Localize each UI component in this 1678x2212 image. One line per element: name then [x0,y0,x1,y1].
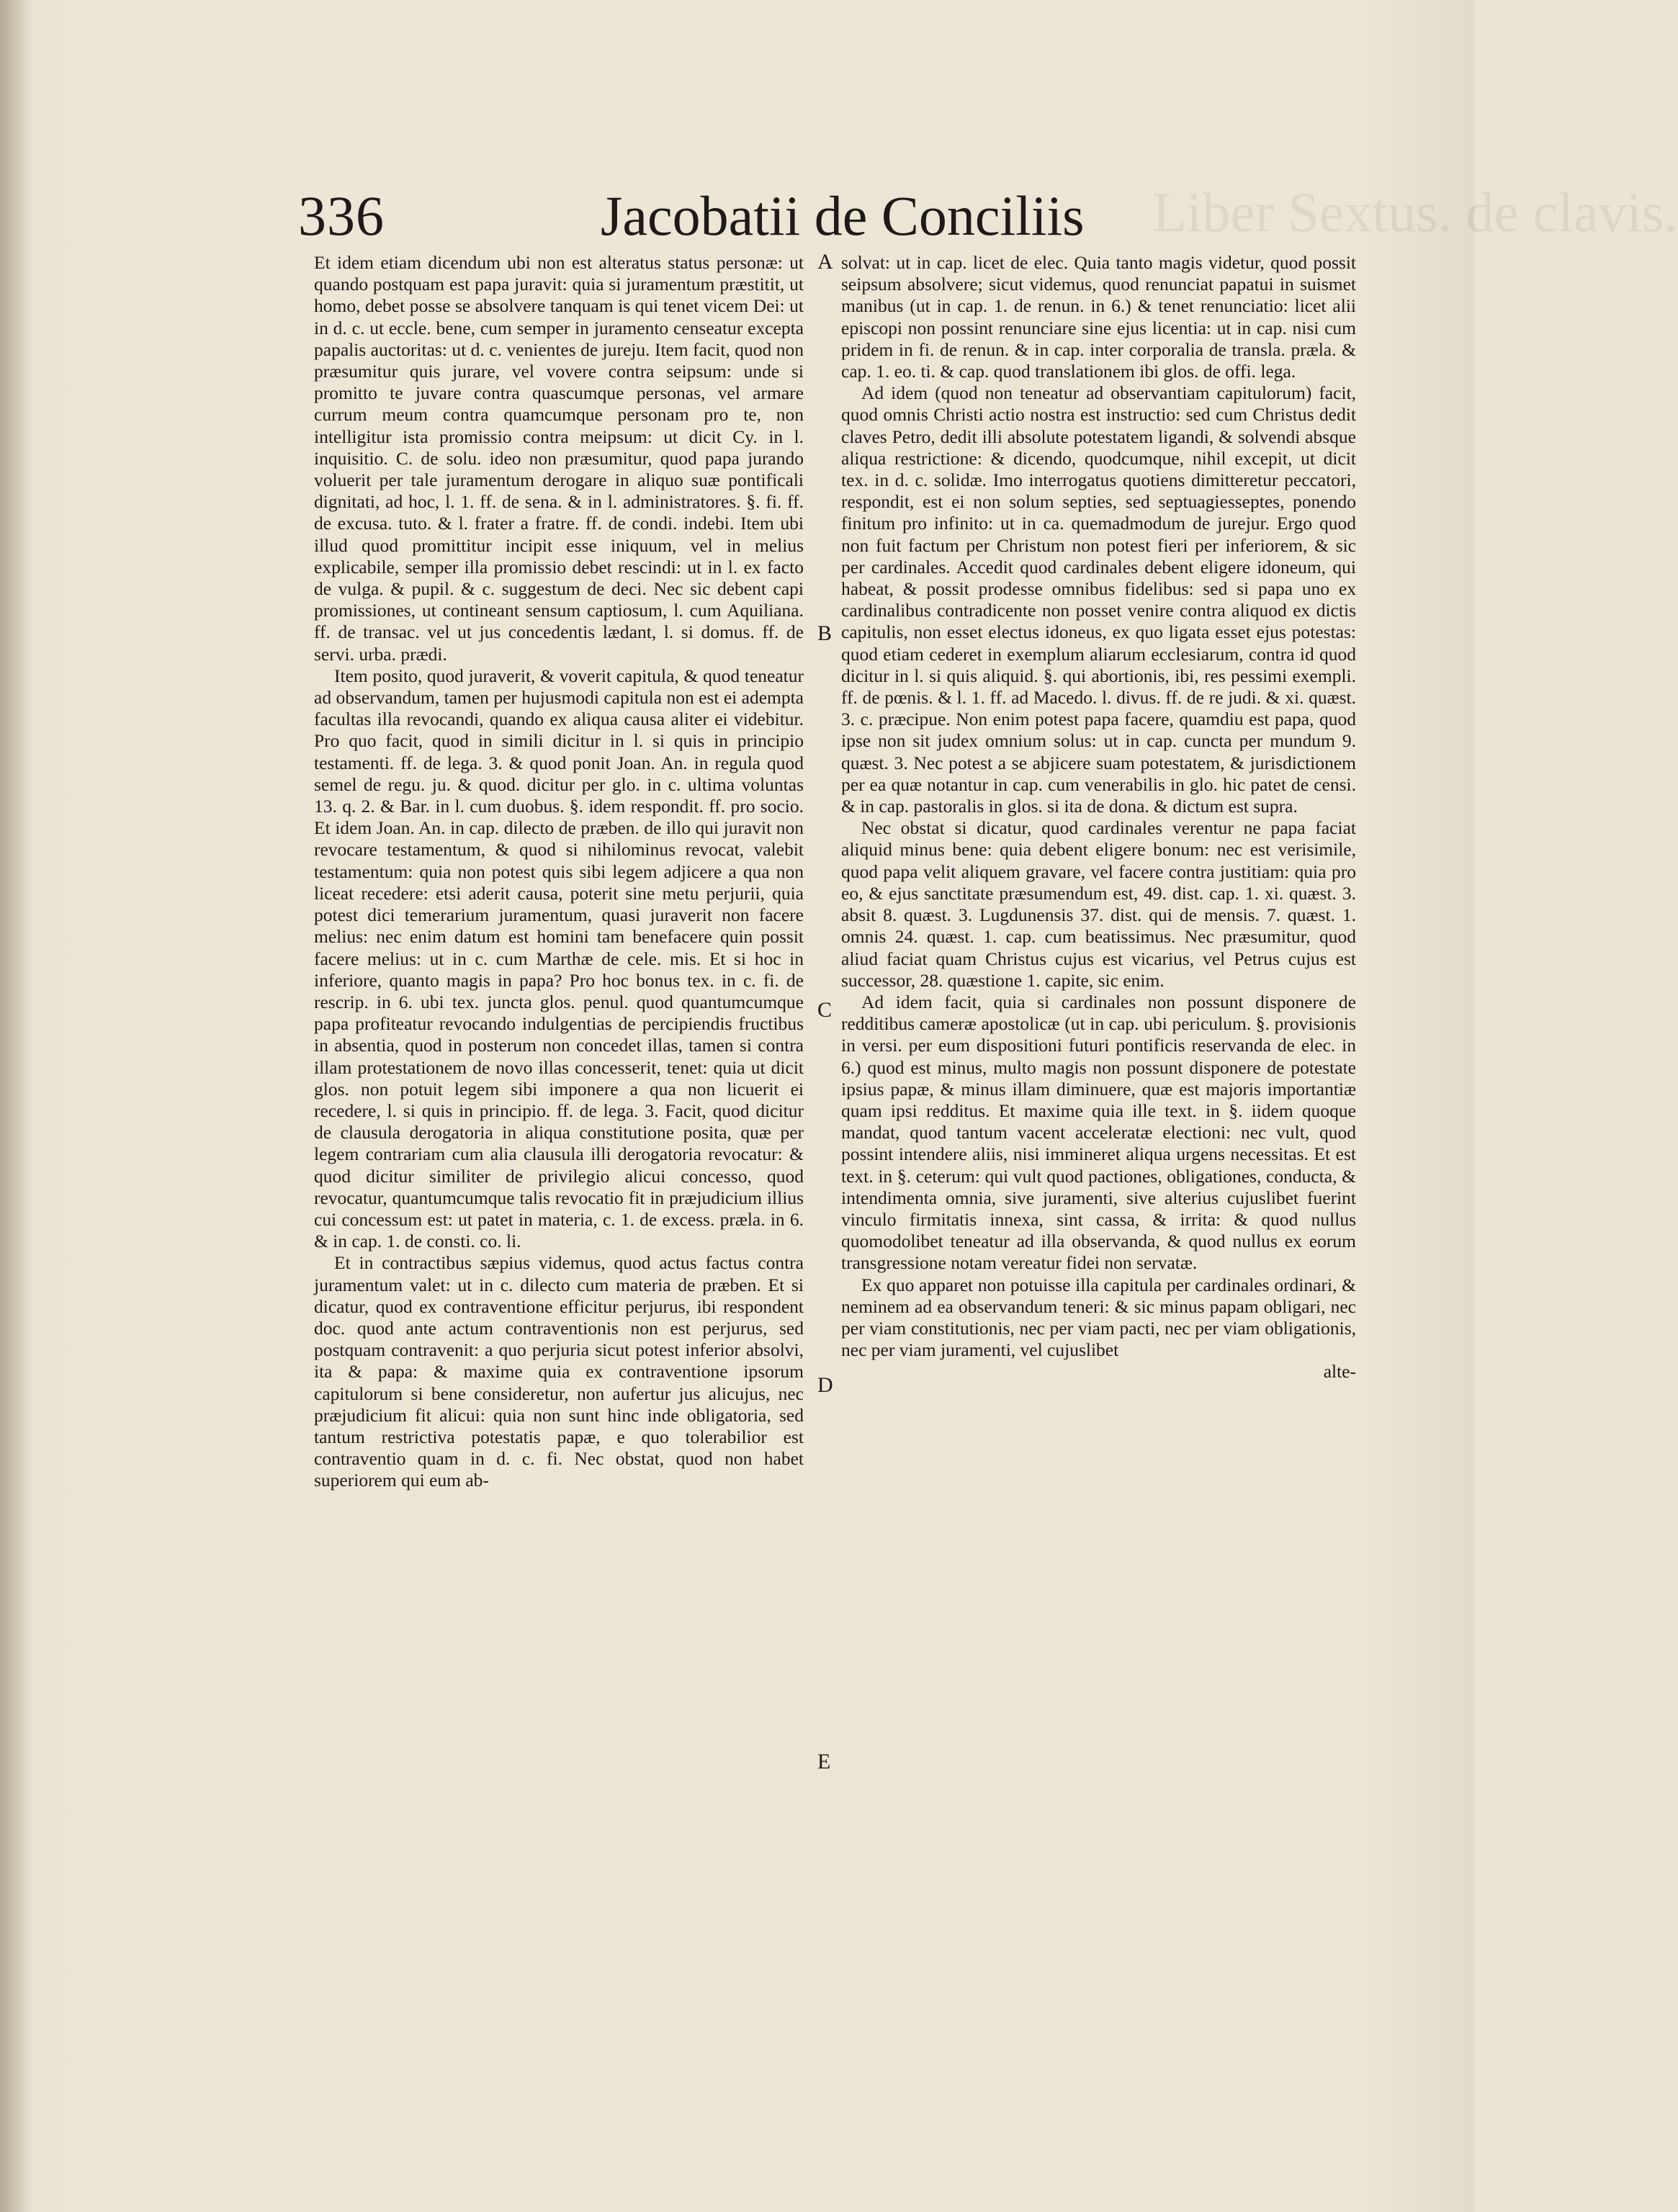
margin-marker-c: C [817,998,833,1022]
right-column [841,252,1356,1383]
bleed-through-text: Liber Sextus. de clavis. [1152,181,1678,243]
page-header [298,184,1126,252]
margin-marker-a: A [817,250,833,274]
paragraph: Nec obstat si dicatur, quod cardinales verentur ne papa faciat aliquid minus bene: quia debent eligere bonum: nec est verisimile, quod papa velit aliquem gravare, vel facere contra justitiam: quia pro eo, & ejus sanctitate præsumendum est, 49. dist. cap. 1. xi. quæst. 3. absit 8. quæst. 3. Lugdunensis 37. dist. qui de mensis. 7. quæst. 1. omnis 24. quæst. 1. cap. cum beatissimus. Nec præsumitur, quod aliud faciat quam Christus cujus est vicarius, vel Petrus cujus est successor, 28. quæstione 1. capite, sic enim. [841,817,1356,991]
catchword: alte- [1323,1361,1356,1382]
paragraph: Item posito, quod juraverit, & voverit capitula, & quod teneatur ad observandum, tamen per hujusmodi capitula non est ei adempta facultas illa revocandi, quando ex aliqua causa aliter ei videbitur. Pro quo facit, quod in simili dicitur in l. si quis in principio testamenti. ff. de lega. 3. & quod ponit Joan. An. in regula quod semel de regu. ju. & quod. dicitur per glo. in c. ultima voluntas 13. q. 2. & Bar. in l. cum duobus. §. idem respondit. ff. pro socio. Et idem Joan. An. in cap. dilecto de præben. de illo qui juravit non revocare testamentum, & quod si nihilominus revocat, valebit testamentum: quia non potest quis sibi legem adjicere a qua non liceat recedere: etsi aderit causa, poterit sine metu perjurii, quia potest dici temerarium juramentum, quasi juraverit non facere melius: nec enim datum est homini tam benefacere quin possit facere melius: ut in c. cum Marthæ de cele. mis. Et si hoc in inferiore, quanto magis in papa? Pro hoc bonus tex. in c. fi. de rescrip. in 6. ubi tex. juncta glos. penul. quod quantumcumque papa profiteatur revocando indulgentias de percipiendis fructibus in absentia, quod in posterum non concedet illas, tamen si contra illam protestationem de novo illas concesserit, tenet: quia ut dicit glos. non potuit legem sibi imponere a qua non licuerit ei recedere, l. si quis in principio. ff. de lega. 3. Facit, quod dicitur de clausula derogatoria in aliqua constitutione posita, quæ per legem contrariam cum alia clausula illi derogatoria revocatur: & quod dicitur similiter de privilegio alicui concesso, quod revocatur, quantumcumque talis revocatio fit in præjudicium illius cui concessum est: ut patet in materia, c. 1. de excess. præla. in 6. & in cap. 1. de consti. co. li. [314,665,804,1252]
left-column [314,252,804,1492]
paragraph: Ad idem (quod non teneatur ad observantiam capitulorum) facit, quod omnis Christi actio nostra est instructio: sed cum Christus dedit claves Petro, dedit illi absolute potestatem ligandi, & solvendi absque aliqua restrictione: & dicendo, quodcumque, nihil excepit, ut dicit tex. in d. c. solidæ. Imo interrogatus quotiens dimitteretur peccatori, respondit, est ei non solum septies, sed septuagiesseptes, ponendo finitum pro infinito: ut in ca. quemadmodum de jurejur. Ergo quod non fuit factum per Christum non potest fieri per inferiorem, & sic per cardinales. Accedit quod cardinales debent eligere idoneum, qui habeat, & possit prodesse omnibus fidelibus: sed si papa uno ex cardinalibus contradicente non posset venire contra aliquod ex dictis capitulis, non esset electus idoneus, ex quo ligata esset ejus potestas: quod etiam cederet in exemplum aliarum ecclesiarum, contra id quod dicitur in l. si quis aliquid. §. qui abortionis, ibi, res pessimi exempli. ff. de pœnis. & l. 1. ff. ad Macedo. l. divus. ff. de re judi. & xi. quæst. 3. c. præcipue. Non enim potest papa facere, quamdiu est papa, quod ipse non sit judex omnium solus: ut in cap. cuncta per mundum 9. quæst. 3. Nec potest a se abjicere suam potestatem, & jurisdictionem per ea quæ notantur in cap. cum venerabilis in glo. hic patet de censi. & in cap. pastoralis in glos. si ita de dona. & dictum est supra. [841,382,1356,817]
page-number: 336 [298,184,385,247]
running-title: Jacobatii de Conciliis [601,184,1085,247]
margin-marker-e: E [817,1750,831,1773]
margin-marker-d: D [817,1373,833,1397]
margin-marker-b: B [817,621,833,645]
paragraph: Ex quo apparet non potuisse illa capitula per cardinales ordinari, & neminem ad ea observandum teneri: & sic minus papam obligari, nec per viam constitutionis, nec per viam pacti, nec per viam obligationis, nec per viam juramenti, vel cujuslibet [841,1274,1356,1361]
paragraph: Ad idem facit, quia si cardinales non possunt disponere de redditibus cameræ apostolicæ (ut in cap. ubi periculum. §. provisionis in versi. per eum dispositioni futuri pontificis reservanda de elec. in 6.) quod est minus, multo magis non possunt disponere de potestate ipsius papæ, & minus illam diminuere, quæ est majoris importantiæ quam ipsi redditus. Et maxime quia ille text. in §. iidem quoque mandat, quod tantum vacent acceleratæ electioni: nec vult, quod possint intendere aliis, nisi immineret aliqua urgens necessitas. Et est text. in §. ceterum: qui vult quod pactiones, obligationes, conducta, & intendimenta omnia, sive juramenti, sive alterius cujuslibet fuerint vinculo firmitatis innexa, sint cassa, & irrita: & quod nullus quomodolibet teneatur ad illa observanda, & quod nullus ex eorum transgressione notam vereatur fidei non servatæ. [841,991,1356,1274]
paragraph: Et in contractibus sæpius videmus, quod actus factus contra juramentum valet: ut in c. dilecto cum materia de præben. Et si dicatur, quod ex contraventione efficitur perjurus, ibi respondent doc. quod ante actum contraventionis non est perjurus, sed postquam contravenit: a quo perjuria sicut potest inferior absolvi, ita & papa: & maxime quia ex contraventione ipsorum capitulorum si bene consideretur, non aufertur jus alicujus, nec præjudicium fit alicui: quia non sunt hinc inde obligatoria, sed tantum restrictiva potestatis papæ, e quo tolerabilior est contraventio quam in d. c. fi. Nec obstat, quod non habet superiorem qui eum ab- [314,1252,804,1491]
paragraph: solvat: ut in cap. licet de elec. Quia tanto magis videtur, quod possit seipsum absolvere; sicut videmus, quod renunciat papatui in suismet manibus (ut in cap. 1. de renun. in 6.) & tenet renunciatio: licet alii episcopi non possint renunciare sine ejus licentia: ut in cap. nisi cum pridem in fi. de renun. & in cap. inter corporalia de transla. præla. & cap. 1. eo. ti. & cap. quod translationem ibi glos. de offi. lega. [841,252,1356,382]
paragraph: Et idem etiam dicendum ubi non est alteratus status personæ: ut quando postquam est papa juravit: quia si juramentum præstitit, ut homo, debet posse se absolvere tanquam is qui tenet vicem Dei: ut in d. c. ut eccle. bene, cum semper in juramento censeatur excepta papalis auctoritas: ut d. c. venientes de jureju. Item facit, quod non præsumitur quis jurare, vel vovere contra seipsum: unde si promitto te juvare contra quascumque personas, vel armare currum meum contra quamcumque personam pro te, non intelligitur ista promissio contra meipsum: ut dicit Cy. in l. inquisitio. C. de solu. ideo non præsumitur, quod papa jurando voluerit per tale juramentum derogare in aliquo suæ pontificali dignitati, ad hoc, l. 1. ff. de sena. & in l. administratores. §. fi. ff. de excusa. tuto. & l. frater a fratre. ff. de condi. indebi. Item ubi illud quod promittitur incipit esse iniquum, vel in melius explicabile, semper illa promissio debet rescindi: ut in l. ex facto de vulga. & pupil. & c. suggestum de deci. Nec sic debent capi promissiones, ut contineant sensum captiosum, l. cum Aquiliana. ff. de transac. vel ut jus concedentis lædant, l. si domus. ff. de servi. urba. prædi. [314,252,804,665]
binding-shadow [0,0,33,2212]
